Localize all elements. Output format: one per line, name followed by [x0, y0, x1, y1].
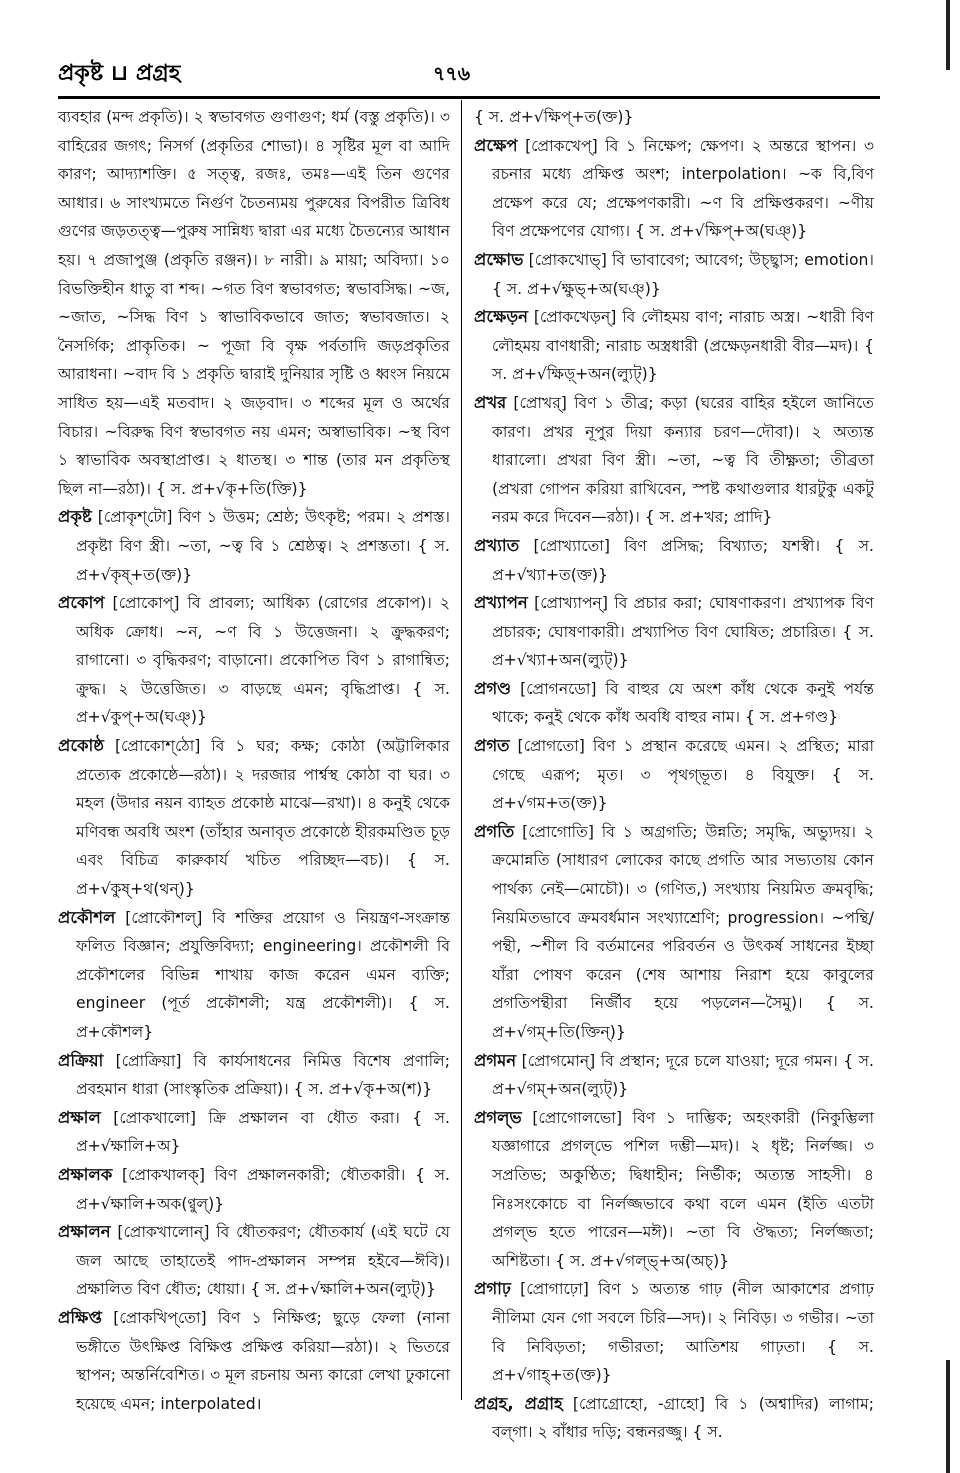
dictionary-entry — [474, 1390, 874, 1447]
dictionary-entry — [58, 1304, 450, 1418]
entry-headword: প্রখ্যাত — [474, 535, 520, 555]
entry-pronunciation: [প্রোখর্‌] — [513, 393, 567, 412]
dictionary-entry — [58, 1218, 450, 1304]
entry-pronunciation: [প্রোকৃশ্‌টো] — [97, 508, 173, 527]
entry-pronunciation: [প্রোখ্যাতো] — [533, 536, 610, 555]
dictionary-entry — [474, 246, 874, 303]
entry-headword: প্রক্ষালক — [58, 1164, 113, 1184]
entry-headword: প্রক্ষেপ — [474, 135, 518, 155]
entry-definition: বিণ ১ নিক্ষিপ্ত; ছুড়ে ফেলা (নানা ভঙ্গীতে উৎক্ষিপ্ত বিক্ষিপ্ত প্রক্ষিপ্ত করিয়া—রঠা)। ২ ভিতরে স্থাপন; অন্তর্নিবেশিত। ৩ মূল রচনায় অন্য কারো লেখা ঢুকানো হয়েছে এমন; interpolated। — [76, 1308, 450, 1413]
entry-headword: প্রকোপ — [58, 593, 105, 613]
dictionary-entry — [58, 1104, 450, 1161]
entry-definition: বিণ ১ উত্তম; শ্রেষ্ঠ; উৎকৃষ্ট; পরম। ২ প্রশস্ত। প্রকৃষ্টা বিণ স্ত্রী। ~তা, ~ত্ব বি ১ শ্রেষ্ঠত্ব। ২ প্রশস্ততা। { স. প্র+√কৃষ্‌+ত(ক্ত)} — [76, 508, 451, 584]
dictionary-entry — [474, 675, 874, 732]
entry-definition: বি ধৌতকরণ; ধৌতকার্য (এই ঘটে যে জল আছে তাহাতেই পাদ-প্রক্ষালন সম্পন্ন হইবে—ঈবি)। প্রক্ষালিত বিণ ধৌত; ধোয়া। { স. প্র+√ক্ষালি+অন(ল্যুট্‌)} — [76, 1223, 450, 1299]
entry-definition: { স. প্র+√ক্ষিপ্‌+ত(ক্ত)} — [474, 108, 634, 126]
dictionary-entry — [474, 1275, 874, 1389]
entry-definition: বিণ প্রসিদ্ধ; বিখ্যাত; যশস্বী। { স. প্র+√খ্যা+ত(ক্ত)} — [492, 536, 874, 584]
dictionary-entry — [474, 1104, 874, 1276]
entry-headword: প্রগমন — [474, 1050, 517, 1070]
entry-headword: প্রগণ্ড — [474, 678, 512, 698]
entry-definition: বি ১ নিক্ষেপ; ক্ষেপণ। ২ অন্তরে স্থাপন। ৩ রচনার মধ্যে প্রক্ষিপ্ত অংশ; interpolation। ~ক বি,বিণ প্রক্ষেপ করে যে; প্রক্ষেপণকারী। ~ণ বি প্রক্ষিপ্তকরণ। ~ণীয় বিণ প্রক্ষেপণের যোগ্য। { স. প্র+√ক্ষিপ্‌+অ(ঘঞ্‌)} — [492, 136, 875, 241]
entry-pronunciation: [প্রোকোশ্‌ঠো] — [114, 737, 201, 756]
entry-definition: বিণ প্রক্ষালনকারী; ধৌতকারী। { স. প্র+√ক্ষালি+অক(ণ্বুল্‌)} — [76, 1165, 450, 1213]
entry-pronunciation: [প্রোখ্যাপন্‌] — [534, 594, 608, 613]
dictionary-entry — [58, 103, 450, 503]
entry-definition: বিণ ১ প্রস্থান করেছে এমন। ২ প্রস্থিত; মারা গেছে এরূপ; মৃত। ৩ পৃথগ্‌ভূত। ৪ বিযুক্ত। { স. প্র+√গম+ত(ক্ত)} — [492, 737, 874, 813]
entry-definition: বি ১ ঘর; কক্ষ; কোঠা (অট্টালিকার প্রত্যেক প্রকোষ্ঠে—রঠা)। ২ দরজার পার্শ্বস্থ কোঠা বা ঘর। ৩ মহল (উদার নয়ন ব্যাহত প্রকোষ্ঠ মাঝে—রখা)। ৪ কনুই থেকে মণিবন্ধ অবধি অংশ (তাঁহার অনাবৃত প্রকোষ্ঠে হীরকমণ্ডিত চূড় এবং বিচিত্র কারুকার্য খচিত পরিচ্ছদ—বচ)। { স. প্র+√কুষ্‌+থ(থন্‌)} — [76, 737, 450, 899]
scan-edge-mark — [946, 0, 950, 70]
dictionary-entry — [474, 818, 874, 1047]
entry-definition: বি ১ অগ্রগতি; উন্নতি; সমৃদ্ধি, অভ্যুদয়। ২ ক্রমোন্নতি (সাধারণ লোকের কাছে প্রগতি আর সভ্যতায় কোন পার্থক্য নেই—মোচৌ)। ৩ (গণিত,) সংখ্যায় নিয়মিত ক্রমবৃদ্ধি; নিয়মিতভাবে ক্রমবর্ধমান সংখ্যাশ্রেণি; progression। ~পন্থি/পন্থী, ~শীল বি বর্তমানের পরিবর্তন ও উৎকর্ষ সাধনের ইচ্ছা যাঁরা পোষণ করেন (শেষ আশায় নিরাশ হয়ে কাবুলের প্রগতিপন্থীরা নির্জীব হয়ে পড়লেন—সৈমু)। { স. প্র+√গম্‌+তি(ক্তিন্‌)} — [492, 822, 874, 1041]
entry-definition: বি ভাবাবেগ; আবেগ; উচ্ছ্বাস; emotion। { স. প্র+√ক্ষুভ্‌+অ(ঘঞ্‌)} — [492, 250, 874, 298]
column-divider — [461, 100, 462, 1400]
dictionary-entry — [474, 532, 874, 589]
dictionary-entry — [474, 303, 874, 389]
entry-pronunciation: [প্রোকখোভ্‌] — [528, 250, 607, 269]
dictionary-entry — [58, 904, 450, 1047]
entry-headword: প্রকোষ্ঠ — [58, 736, 105, 756]
entry-pronunciation: [প্রোগাঢ়ো] — [520, 1280, 589, 1299]
entry-definition: বি বাহুর যে অংশ কাঁধ থেকে কনুই পর্যন্ত থাকে; কনুই থেকে কাঁধ অবধি বাহুর নাম। { স. প্র+গণ্ড} — [492, 679, 874, 727]
entry-definition: বি শক্তির প্রয়োগ ও নিয়ন্ত্রণ-সংক্রান্ত ফলিত বিজ্ঞান; প্রযুক্তিবিদ্যা; engineering। প্রকৌশলী বি প্রকৌশলের বিভিন্ন শাখায় কাজ করেন এমন ব্যক্তি; engineer (পূর্ত প্রকৌশলী; যন্ত্র প্রকৌশলী)। { স. প্র+কৌশল} — [76, 908, 450, 1041]
entry-headword: প্রখ্যাপন — [474, 593, 528, 613]
header-rule — [58, 96, 880, 99]
entry-headword: প্রক্ষোভ — [474, 249, 524, 269]
entry-definition: ব্যবহার (মন্দ প্রকৃতি)। ২ স্বভাবগত গুণাগুণ; ধর্ম (বস্তু প্রকৃতি)। ৩ বাহিরের জগৎ; নিসর্গ (প্রকৃতির শোভা)। ৪ সৃষ্টির মূল বা আদি কারণ; আদ্যাশক্তি। ৫ সত্ত্ব, রজঃ, তমঃ—এই তিন গুণের আধার। ৬ সাংখ্যমতে নির্গুণ চৈতন্যময় পুরুষের বিপরীত ত্রিবিধ গুণের জড়তত্ত্ব—পুরুষ সান্নিধ্য দ্বারা এর মধ্যে চৈতন্যের আধান হয়। ৭ প্রজাপুঞ্জ (প্রকৃতি রঞ্জন)। ৮ নারী। ৯ মায়া; অবিদ্যা। ১০ বিভক্তিহীন ধাতু বা শব্দ। ~গত বিণ স্বভাবগত; স্বভাবসিদ্ধ। ~জ, ~জাত, ~সিদ্ধ বিণ ১ স্বাভাবিকভাবে জাত; স্বভাবজাত। ২ নৈসর্গিক; প্রাকৃতিক। ~ পূজা বি বৃক্ষ পর্বতাদি জড়প্রকৃতির আরাধনা। ~বাদ বি ১ প্রকৃতি দ্বারাই দুনিয়ার সৃষ্টি ও ধ্বংস নিয়মে সাধিত হয়—এই মতবাদ। ২ জড়বাদ। ৩ শব্দের মূল ও অর্থের বিচার। ~বিরুদ্ধ বিণ স্বভাবগত নয় এমন; অস্বাভাবিক। ~স্থ বিণ ১ স্বাভাবিক অবস্থাপ্রাপ্ত। ২ ধাতস্থ। ৩ শান্ত (তার মন প্রকৃতিস্থ ছিল না—রঠা)। { স. প্র+√কৃ+তি(ক্তি)} — [58, 108, 450, 498]
entry-headword: প্রগতি — [474, 821, 515, 841]
guide-words: প্রকৃষ্ট ⊔ প্রগ্রহ — [58, 61, 181, 86]
entry-pronunciation: [প্রোকখালক্‌] — [122, 1165, 205, 1184]
entry-pronunciation: [প্রোগোতি] — [522, 822, 594, 841]
entry-pronunciation: [প্রোগনডো] — [520, 679, 597, 698]
dictionary-entry — [58, 503, 450, 589]
page-header — [58, 52, 888, 90]
entry-headword: প্রক্ষালন — [58, 1222, 111, 1242]
entry-headword: প্রগাঢ় — [474, 1279, 511, 1299]
entry-headword: প্রক্ষিপ্ত — [58, 1307, 102, 1327]
right-column — [474, 103, 875, 1442]
dictionary-entry — [474, 732, 874, 818]
entry-pronunciation: [প্রোগমোন্‌] — [521, 1051, 596, 1070]
entry-definition: বিণ ১ অত্যন্ত গাঢ় (নীল আকাশের প্রগাঢ় নীলিমা যেন গো সবলে চিরি—সদ)। ২ নিবিড়। ৩ গভীর। ~তা বি নিবিড়তা; গভীরতা; আতিশয় গাঢ়তা। { স. প্র+√গাহ্‌+ত(ক্ত)} — [492, 1280, 874, 1385]
dictionary-entry — [58, 732, 450, 904]
dictionary-entry — [474, 1047, 874, 1104]
entry-headword: প্রগল্‌ভ — [474, 1107, 522, 1127]
dictionary-entry — [474, 589, 874, 675]
entry-headword: প্রক্ষাল — [58, 1107, 101, 1127]
entry-headword: প্রগত — [474, 736, 510, 756]
dictionary-entry — [58, 589, 450, 732]
entry-headword: প্রকৌশল — [58, 907, 116, 927]
dictionary-entry — [58, 1161, 450, 1218]
entry-definition: বি প্রচার করা; ঘোষণাকরণ। প্রখ্যাপক বিণ প্রচারক; ঘোষণাকারী। প্রখ্যাপিত বিণ ঘোষিত; প্রচারিত। { স. প্র+√খ্যা+অন(ল্যুট্‌)} — [492, 594, 874, 670]
entry-headword: প্রক্ষেড়ন — [474, 307, 528, 327]
entry-definition: বি প্রস্থান; দূরে চলে যাওয়া; দূরে গমন। { স. প্র+√গম্‌+অন(ল্যুট্‌)} — [492, 1051, 874, 1099]
entry-pronunciation: [প্রোগোলভো] — [532, 1108, 623, 1127]
dictionary-entry — [474, 103, 874, 132]
entry-headword: প্রখর — [474, 392, 507, 412]
entry-headword: প্রকৃষ্ট — [58, 507, 92, 527]
scan-edge-mark-bottom — [946, 1360, 950, 1473]
entry-pronunciation: [প্রোকখালো] — [113, 1108, 197, 1127]
entry-headword: প্রগ্রহ, প্রগ্রাহ — [474, 1393, 563, 1413]
entry-definition: বি কার্যসাধনের নিমিত্ত বিশেষ প্রণালি; প্রবহমান ধারা (সাংস্কৃতিক প্রক্রিয়া)। { স. প্র+√কৃ+অ(শ)} — [76, 1051, 450, 1099]
entry-pronunciation: [প্রোকোপ্‌] — [112, 594, 180, 613]
entry-pronunciation: [প্রোক্রিয়া] — [115, 1051, 182, 1070]
left-column — [58, 103, 451, 1413]
entry-definition: বি লৌহময় বাণ; নারাচ অস্ত্র। ~ধারী বিণ লৌহময় বাণধারী; নারাচ অস্ত্রধারী (প্রক্ষেড়নধারী বীর—মদ)। { স. প্র+√ক্ষিড়্‌+অন(ল্যুট্‌)} — [492, 308, 874, 384]
entry-headword: প্রক্রিয়া — [58, 1050, 104, 1070]
entry-pronunciation: [প্রোকৌশল্‌] — [125, 908, 203, 927]
dictionary-entry — [58, 1047, 450, 1104]
entry-pronunciation: [প্রোকখিপ্‌তো] — [113, 1308, 207, 1327]
entry-pronunciation: [প্রোগতো] — [517, 737, 585, 756]
entry-pronunciation: [প্রোকখেড়ন্‌] — [533, 308, 617, 327]
entry-pronunciation: [প্রোগ্রোহো, -গ্রাহো] — [572, 1394, 705, 1413]
dictionary-entry — [474, 389, 874, 532]
page-number: ৭৭৬ — [433, 63, 471, 85]
entry-definition: বিণ ১ তীব্র; কড়া (ঘরের বাহির হইলে জানিতে কারণ। প্রখর নূপুর দিয়া কন্যার চরণ—দৌবা)। ২ অত্যন্ত ধারালো। প্রখরা বিণ স্ত্রী। ~তা, ~ত্ব বি তীক্ষ্ণতা; তীব্রতা (প্রখরা গোপন করিয়া রাখিবেন, স্পষ্ট কথাগুলার ধারটুকু একটু নরম করে দিবেন—রঠা)। { স. প্র+খর; প্রাদি} — [492, 393, 874, 527]
entry-pronunciation: [প্রোকখেপ্‌] — [525, 136, 598, 155]
entry-definition: বি প্রাবল্য; আধিক্য (রোগের প্রকোপ)। ২ অধিক ক্রোধ। ~ন, ~ণ বি ১ উত্তেজনা। ২ ক্রুদ্ধকরণ; রাগানো। ৩ বৃদ্ধিকরণ; বাড়ানো। প্রকোপিত বিণ ১ রাগান্বিত; ক্রুদ্ধ। ২ উত্তেজিত। ৩ বাড়ছে এমন; বৃদ্ধিপ্রাপ্ত। { স. প্র+√কুপ্‌+অ(ঘঞ্‌)} — [76, 594, 450, 727]
dictionary-entry — [474, 132, 874, 246]
entry-pronunciation: [প্রোকখালোন্‌] — [117, 1223, 210, 1242]
entry-definition: বিণ ১ দাম্ভিক; অহংকারী (নিকুম্ভিলা যজ্ঞাগারে প্রগল্‌ভে পশিল দম্ভী—মদ)। ২ ধৃষ্ট; নির্লজ্জ। ৩ সপ্রতিভ; অকুণ্ঠিত; দ্বিধাহীন; নির্ভীক; অত্যন্ত সাহসী। ৪ নিঃসংকোচে বা নির্লজ্জভাবে কথা বলে এমন (ইতি এতটা প্রগল্‌ভ হতে পারেন—মঈ)। ~তা বি ঔদ্ধত্য; নির্লজ্জতা; অশিষ্টতা। { স. প্র+√গল্‌ভ্‌+অ(অচ্‌)} — [492, 1108, 874, 1270]
entry-definition: বি ১ (অশ্বাদির) লাগাম; বল্‌গা। ২ বাঁধার দড়ি; বন্ধনরজ্জু। { স. — [492, 1394, 874, 1442]
entry-definition: ক্রি প্রক্ষালন বা ধৌত করা। { স. প্র+√ক্ষালি+অ} — [76, 1108, 450, 1156]
